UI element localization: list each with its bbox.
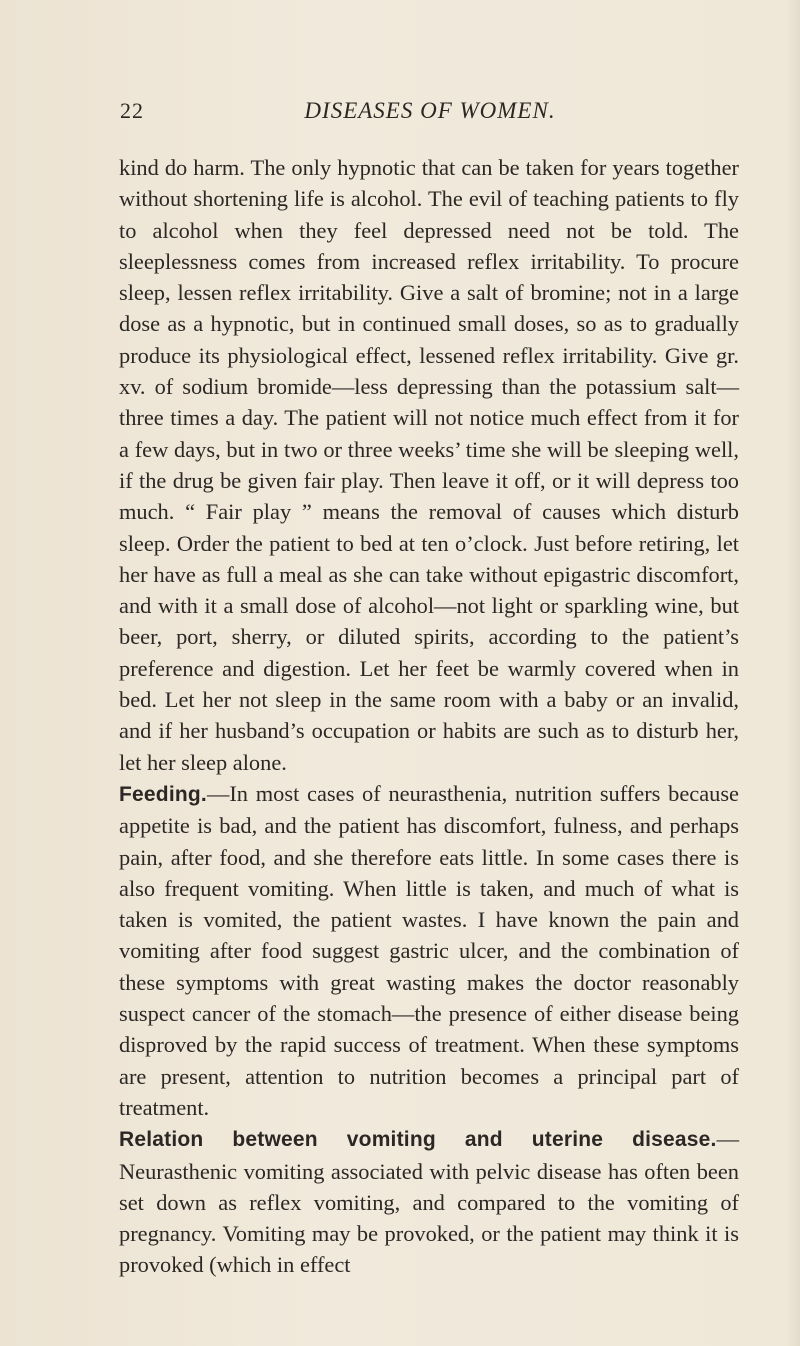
section-heading-feeding: Feeding. (119, 782, 207, 806)
page-number: 22 (120, 98, 144, 123)
paragraph-feeding (119, 778, 739, 1123)
paragraph-text: —Neurasthenic vomiting associated with pelvic disease has often been set down as reflex vomiting, and compared to the vomiting of pregnancy. Vomiting may be provoked, or the patient may think it is provoked (which in effect (119, 1126, 739, 1278)
paragraph-text: kind do harm. The only hypnotic that can be taken for years together without shortening life is alcohol. The evil of teaching patients to fly to alcohol when they feel depressed need not be told. The sleeplessness comes from increased reflex irritability. To procure sleep, lessen reflex irritability. Give a salt of bromine; not in a large dose as a hypnotic, but in continued small doses, so as to gradually produce its physiological effect, lessened reflex irritability. Give gr. xv. of sodium bromide—less depressing than the potassium salt—three times a day. The patient will not notice much effect from it for a few days, but in two or three weeks’ time she will be sleeping well, if the drug be given fair play. Then leave it off, or it will depress too much. “ Fair play ” means the removal of causes which disturb sleep. Order the patient to bed at ten o’clock. Just before retiring, let her have as full a meal as she can take without epigastric discomfort, and with it a small dose of alcohol—not light or sparkling wine, but beer, port, sherry, or diluted spirits, according to the patient’s preference and digestion. Let her feet be warmly covered when in bed. Let her not sleep in the same room with a baby or an invalid, and if her husband’s occupation or habits are such as to disturb her, let her sleep alone. (119, 155, 739, 775)
page-header (120, 98, 740, 134)
section-heading-vomiting: Relation between vomiting and uterine disease. (119, 1128, 717, 1152)
paragraph-vomiting (119, 1123, 739, 1280)
page-edge-shadow (786, 0, 800, 1346)
paragraph-text: —In most cases of neurasthenia, nutrition suffers because appetite is bad, and the patient has discomfort, fulness, and perhaps pain, after food, and she therefore eats little. In some cases there is also frequent vomiting. When little is taken, and much of what is taken is vomited, the patient wastes. I have known the pain and vomiting after food suggest gastric ulcer, and the combination of these symptoms with great wasting makes the doctor reasonably suspect cancer of the stomach—the presence of either disease being disproved by the rapid success of treatment. When these symptoms are present, attention to nutrition becomes a principal part of treatment. (119, 780, 739, 1120)
paragraph-sleep (119, 152, 739, 778)
body-text (119, 152, 739, 1281)
running-head: DISEASES OF WOMEN. (304, 98, 556, 123)
